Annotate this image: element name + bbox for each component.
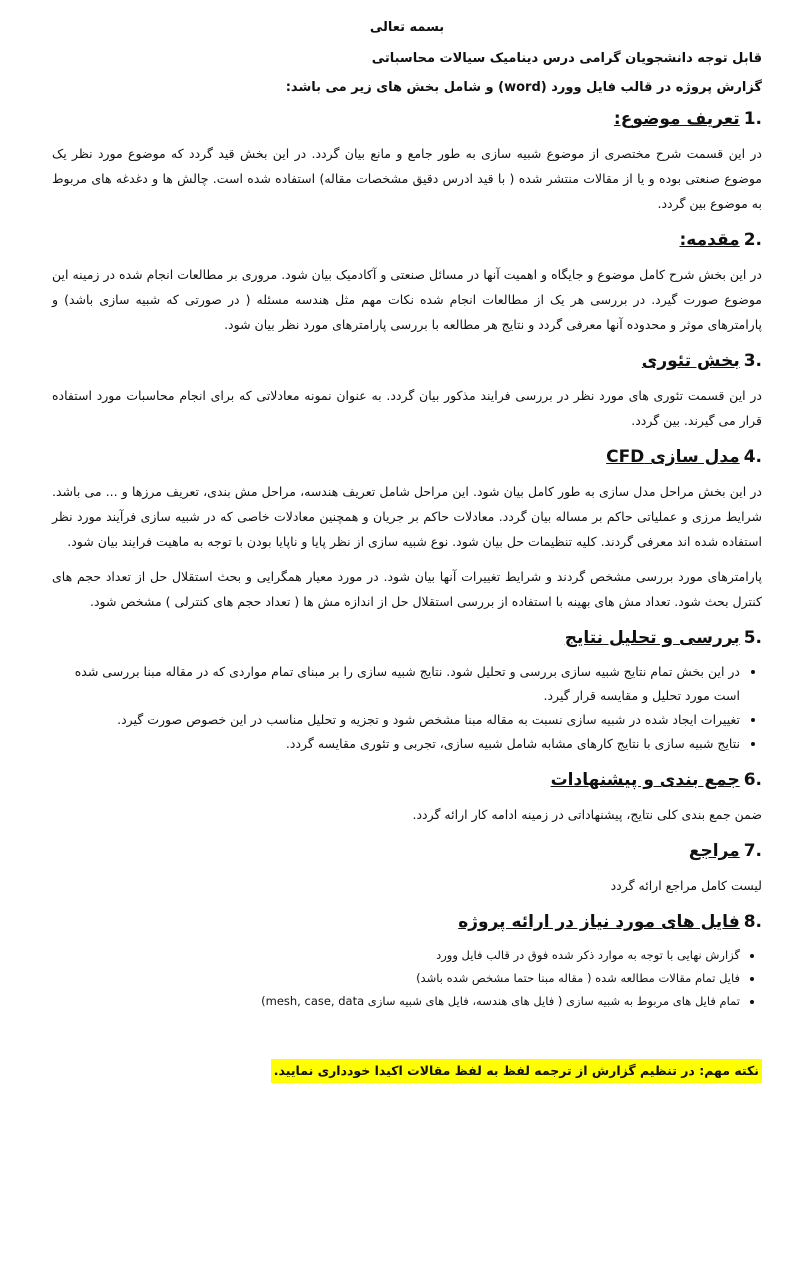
section-title: تعریف موضوع: xyxy=(613,109,740,129)
section-paragraph: در این بخش مراحل مدل سازی به طور کامل بیان شود. این مراحل شامل تعریف هندسه، مراحل مش بندی، تعریف مرزها و ... می باشد. شرایط مرزی و عملیاتی حاکم بر مساله بیان گردد. معادلات حاکم بر جریان و همچنین معادلات خاصی که در شبیه سازی فرآیند مورد نظر استفاده شده اند معرفی گردند. کلیه تنظیمات حل بیان شود. نوع شبیه سازی از نظر پایا و ناپایا بودن با توجه به ماهیت فرایند بیان شود. xyxy=(52,484,762,549)
section-conclusion xyxy=(52,770,762,827)
intro-line: گزارش پروژه در قالب فایل وورد (word) و شامل بخش های زیر می باشد: xyxy=(285,80,762,95)
section-number: 6. xyxy=(743,770,762,790)
section-results-analysis xyxy=(52,628,762,756)
section-title: بخش تئوری xyxy=(641,351,740,371)
section-paragraph: در این قسمت شرح مختصری از موضوع شبیه سازی به طور جامع و مانع بیان گردد. در این بخش قید گردد که موضوع مورد نظر یک موضوع صنعتی بوده و یا از مقالات منتشر شده ( با قید ادرس دقیق مشخصات مقاله) استفاده شده است. چالش ها و دغدغه های مربوط به موضوع بین گردد. xyxy=(52,146,762,211)
section-title: بررسی و تحلیل نتایج xyxy=(564,628,740,648)
section-title: مراجع xyxy=(688,841,740,861)
list-item: • نتایج شبیه سازی با نتایج کارهای مشابه شامل شبیه سازی، تجربی و تئوری مقایسه گردد. xyxy=(52,732,740,756)
attention-line: قابل توجه دانشجویان گرامی درس دینامیک سیالات محاسباتی xyxy=(371,51,762,66)
bismillah-heading: بسمه تعالی xyxy=(369,20,445,35)
section-heading xyxy=(52,447,762,467)
section-references xyxy=(52,841,762,898)
section-heading xyxy=(52,770,762,790)
list-item: • تمام فایل های مربوط به شبیه سازی ( فایل های هندسه، فایل های شبیه سازی mesh, case, data) xyxy=(52,990,740,1013)
section-title: مدل سازی CFD xyxy=(606,447,740,467)
section-heading xyxy=(52,351,762,371)
section-number: 4. xyxy=(743,447,762,467)
section-number: 2. xyxy=(743,230,762,250)
list-item: • فایل تمام مقالات مطالعه شده ( مقاله مبنا حتما مشخص شده باشد) xyxy=(52,967,740,990)
important-note xyxy=(52,1059,762,1083)
list-item: • تغییرات ایجاد شده در شبیه سازی نسبت به مقاله مبنا مشخص شود و تجزیه و تحلیل مناسب در این خصوص صورت گیرد. xyxy=(52,708,740,732)
section-number: 8. xyxy=(743,912,762,932)
section-number: 7. xyxy=(743,841,762,861)
bullet-list xyxy=(52,660,762,756)
section-title: جمع بندی و پیشنهادات xyxy=(550,770,740,790)
section-cfd-modeling xyxy=(52,447,762,614)
section-paragraph: در این قسمت تئوری های مورد نظر در بررسی فرایند مذکور بیان گردد. به عنوان نمونه معادلاتی که برای انجام محاسبات مورد استفاده قرار می گیرند. بین گردد. xyxy=(52,388,762,428)
list-item: • در این بخش تمام نتایج شبیه سازی بررسی و تحلیل شود. نتایج شبیه سازی را بر مبنای تمام مواردی که در مقاله مبنا بررسی شده است مورد تحلیل و مقایسه قرار گیرد. xyxy=(52,660,740,708)
section-paragraph: پارامترهای مورد بررسی مشخص گردند و شرایط تغییرات آنها بیان شود. در مورد معیار همگرایی و بحث استقلال حل از تعداد حجم های کنترل بحث شود. تعداد مش های بهینه با استفاده از بررسی استقلال حل از اندازه مش ها ( تعداد حجم های کنترلی ) مشخص شود. xyxy=(52,569,762,609)
section-number: 1. xyxy=(743,109,762,129)
section-heading xyxy=(52,912,762,932)
section-paragraph: در این بخش شرح کامل موضوع و جایگاه و اهمیت آنها در مسائل صنعتی و آکادمیک بیان شود. مروری بر مطالعات انجام شده در زمینه این موضوع صورت گیرد. در بررسی هر یک از مطالعات انجام شده نکات مهم مثل هندسه مسئله ( در صورتی که شبیه سازی باشد) و پارامترهای موثر و محدوده آنها معرفی گردد و نتایج هر مطالعه با بررسی پارامترهای مورد نظر بیان شود. xyxy=(52,267,762,332)
section-title: فایل های مورد نیاز در ارائه پروژه xyxy=(458,912,740,932)
section-heading xyxy=(52,230,762,250)
section-number: 5. xyxy=(743,628,762,648)
section-theory xyxy=(52,351,762,433)
section-heading xyxy=(52,628,762,648)
section-introduction xyxy=(52,230,762,337)
section-required-files xyxy=(52,912,762,1013)
bullet-list xyxy=(52,944,762,1013)
section-paragraph: لیست کامل مراجع ارائه گردد xyxy=(610,878,762,893)
list-item: • گزارش نهایی با توجه به موارد ذکر شده فوق در قالب فایل وورد xyxy=(52,944,740,967)
section-heading xyxy=(52,109,762,129)
section-paragraph: ضمن جمع بندی کلی نتایج، پیشنهاداتی در زمینه ادامه کار ارائه گردد. xyxy=(412,807,762,822)
highlighted-note-text: نکته مهم: در تنظیم گزارش از ترجمه لفظ به لفظ مقالات اکیدا خودداری نمایید. xyxy=(271,1059,762,1083)
section-heading xyxy=(52,841,762,861)
section-topic-definition xyxy=(52,109,762,216)
section-title: مقدمه: xyxy=(679,230,740,250)
section-number: 3. xyxy=(743,351,762,371)
